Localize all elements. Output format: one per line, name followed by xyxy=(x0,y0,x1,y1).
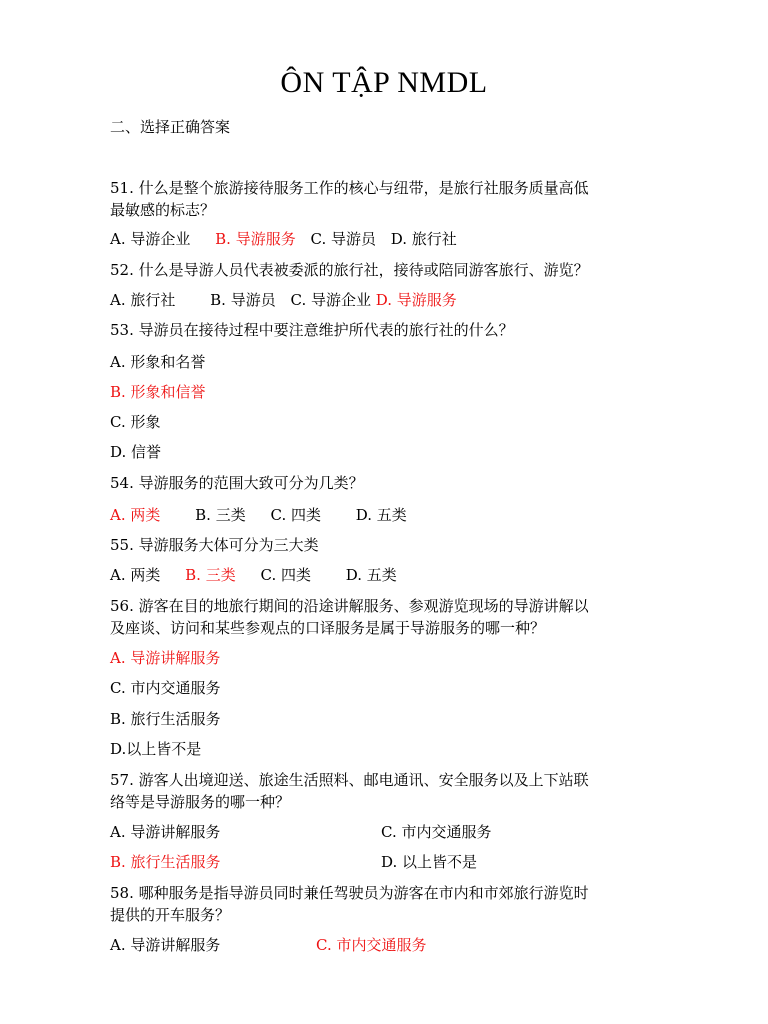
option-d: D. 旅行社 xyxy=(390,230,457,248)
question-57-option-a: A. 导游讲解服务 xyxy=(110,823,221,841)
question-57-option-c: C. 市内交通服务 xyxy=(381,823,492,841)
option-c: C. 四类 xyxy=(260,566,311,584)
question-57-option-b-correct: B. 旅行生活服务 xyxy=(110,853,221,871)
section-heading: 二、选择正确答案 xyxy=(110,118,231,136)
option-a: A. 两类 xyxy=(110,566,161,584)
option-c: C. 导游企业 xyxy=(290,291,371,309)
option-b: B. 三类 xyxy=(195,506,246,524)
question-53-option-d: D. 信誉 xyxy=(110,443,162,461)
option-b-correct: B. 三类 xyxy=(185,566,236,584)
option-b-correct: B. 导游服务 xyxy=(215,230,296,248)
question-56-line-1: 56. 游客在目的地旅行期间的沿途讲解服务、参观游览现场的导游讲解以 xyxy=(110,597,589,615)
question-58-line-2: 提供的开车服务？ xyxy=(110,906,231,924)
option-c: C. 导游员 xyxy=(310,230,376,248)
question-56-option-c: C. 市内交通服务 xyxy=(110,679,221,697)
option-a: A. 旅行社 xyxy=(110,291,176,309)
question-53-option-c: C. 形象 xyxy=(110,413,161,431)
question-54-options xyxy=(110,503,407,527)
question-51-line-2: 最敏感的标志？ xyxy=(110,201,216,219)
option-a-correct: A. 两类 xyxy=(110,506,161,524)
page-title: ÔN TẬP NMDL xyxy=(280,66,488,99)
question-58-option-c-correct: C. 市内交通服务 xyxy=(316,936,427,954)
question-57-line-1: 57. 游客人出境迎送、旅途生活照料、邮电通讯、安全服务以及上下站联 xyxy=(110,771,589,789)
option-a: A. 导游企业 xyxy=(110,230,191,248)
option-c: C. 四类 xyxy=(270,506,321,524)
question-51-options xyxy=(110,227,457,251)
question-58-line-1: 58. 哪种服务是指导游员同时兼任驾驶员为游客在市内和市郊旅行游览时 xyxy=(110,884,589,902)
question-56-option-d: D.以上皆不是 xyxy=(110,740,202,758)
question-52-options xyxy=(110,288,457,312)
question-55: 55. 导游服务大体可分为三大类 xyxy=(110,536,319,554)
question-57-line-2: 络等是导游服务的哪一种？ xyxy=(110,793,291,811)
question-58-option-a: A. 导游讲解服务 xyxy=(110,936,221,954)
question-56-option-a-correct: A. 导游讲解服务 xyxy=(110,649,221,667)
option-d: D. 五类 xyxy=(355,506,407,524)
question-53-option-a: A. 形象和名誉 xyxy=(110,353,206,371)
question-54: 54. 导游服务的范围大致可分为几类？ xyxy=(110,474,364,492)
question-52: 52. 什么是导游人员代表被委派的旅行社，接待或陪同游客旅行、游览？ xyxy=(110,261,589,279)
question-51-line-1: 51. 什么是整个旅游接待服务工作的核心与纽带，是旅行社服务质量高低 xyxy=(110,179,589,197)
question-55-options xyxy=(110,563,397,587)
question-56-line-2: 及座谈、访问和某些参观点的口译服务是属于导游服务的哪一种？ xyxy=(110,619,546,637)
question-57-option-d: D. 以上皆不是 xyxy=(381,853,478,871)
question-53: 53. 导游员在接待过程中要注意维护所代表的旅行社的什么？ xyxy=(110,321,514,339)
option-d-correct: D. 导游服务 xyxy=(375,291,457,309)
question-56-option-b: B. 旅行生活服务 xyxy=(110,710,221,728)
option-b: B. 导游员 xyxy=(210,291,276,309)
question-53-option-b-correct: B. 形象和信誉 xyxy=(110,383,206,401)
option-d: D. 五类 xyxy=(345,566,397,584)
